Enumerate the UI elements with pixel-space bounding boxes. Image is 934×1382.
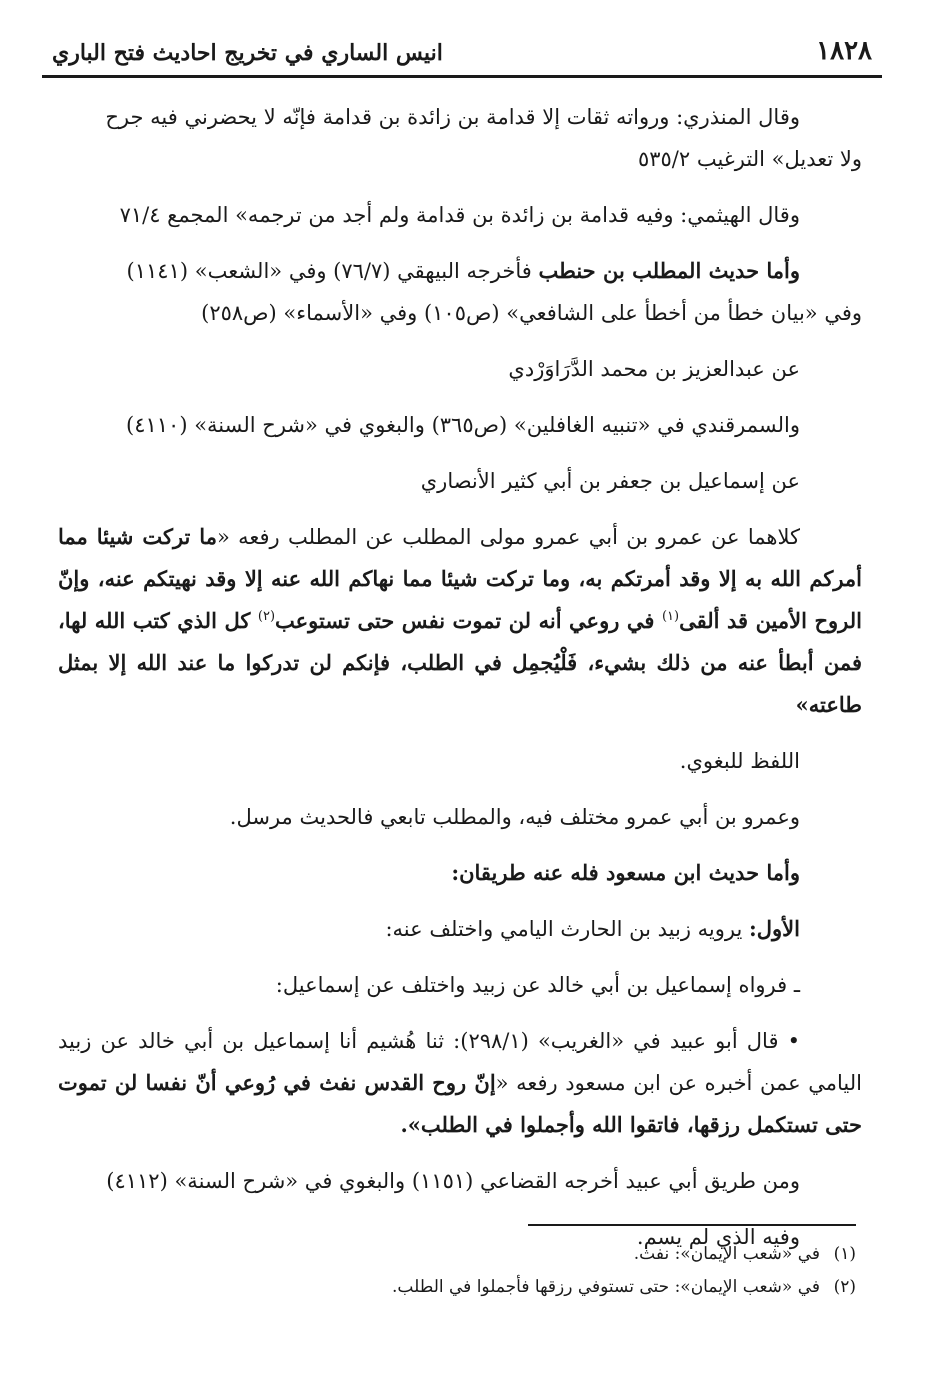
paragraph-haythami — [58, 194, 862, 236]
footnote-2 — [200, 1271, 856, 1304]
paragraph-darawardi — [58, 348, 862, 390]
page-number: ١٨٢٨ — [816, 36, 872, 66]
paragraph-text: وفي «بيان خطأ من أخطأ على الشافعي» (ص١٠٥) وفي «الأسماء» (ص٢٥٨) — [201, 301, 862, 325]
paragraph-lafz — [58, 740, 862, 782]
main-text — [58, 96, 862, 1272]
book-title: انيس الساري في تخريج احاديث فتح الباري — [52, 40, 443, 66]
hadith-text: ما تركت شيئا مما أمركم الله به إلا وقد أمرتكم به، وما تركت شيئا مما نهاكم الله عنه إلا وقد نهيتكم عنه، وإنّ الروح الأمين قد ألقى — [58, 524, 862, 633]
footnote-ref-1[interactable]: (١) — [661, 609, 680, 624]
paragraph-text: عن إسماعيل بن جعفر بن أبي كثير الأنصاري — [420, 469, 800, 493]
paragraph-text: ولا تعديل» الترغيب ٥٣٥/٢ — [637, 147, 862, 171]
paragraph-text: كلاهما عن عمرو بن أبي عمرو مولى المطلب عن المطلب رفعه « — [216, 525, 800, 549]
paragraph-qudai — [58, 1160, 862, 1202]
section-heading: وأما حديث ابن مسعود فله عنه طريقان: — [451, 860, 800, 885]
footnote-number: (١) — [833, 1244, 856, 1264]
paragraph-amr — [58, 796, 862, 838]
paragraph-ismail-route — [58, 964, 862, 1006]
footnotes — [200, 1238, 856, 1304]
paragraph-muttalib — [58, 250, 862, 292]
footnote-1 — [200, 1238, 856, 1271]
paragraph-text: وعمرو بن أبي عمرو مختلف فيه، والمطلب تابعي فالحديث مرسل. — [229, 805, 800, 829]
paragraph-text: اللفظ للبغوي. — [679, 749, 800, 773]
paragraph-first-route — [58, 908, 862, 950]
paragraph-text: والسمرقندي في «تنبيه الغافلين» (ص٣٦٥) والبغوي في «شرح السنة» (٤١١٠) — [126, 413, 800, 437]
paragraph-muttalib-cont — [58, 292, 862, 334]
footnote-text: في «شعب الإيمان»: حتى تستوفي رزقها فأجملوا في الطلب. — [392, 1277, 820, 1297]
paragraph-text: ـ فرواه إسماعيل بن أبي خالد عن زبيد واختلف عن إسماعيل: — [275, 973, 800, 997]
running-header — [42, 30, 882, 80]
paragraph-text: ومن طريق أبي عبيد أخرجه القضاعي (١١٥١) والبغوي في «شرح السنة» (٤١١٢) — [106, 1169, 800, 1193]
paragraph-text: • قال أبو عبيد في «الغريب» (٢٩٨/١): ثنا هُشيم أنا إسماعيل بن أبي خالد عن زبيد اليامي عمن أخبره عن ابن مسعود رفعه « — [58, 1029, 862, 1095]
hadith-text: في روعي أنه لن تموت نفس حتى تستوعب — [275, 608, 662, 633]
paragraph-text: فأخرجه البيهقي (٧٦/٧) وفي «الشعب» (١١٤١) — [126, 259, 539, 283]
paragraph-abu-ubayd — [58, 1020, 862, 1146]
hadith-text: إنّ روح القدس نفث في رُوعي أنّ نفسا لن تموت حتى تستكمل رزقها، فاتقوا الله وأجملوا في الطلب — [58, 1070, 862, 1137]
hadith-close: ». — [400, 1112, 421, 1137]
paragraph-text: وقال الهيثمي: وفيه قدامة بن زائدة بن قدامة ولم أجد من ترجمه» المجمع ٧١/٤ — [119, 203, 800, 227]
hadith-text: كل الذي كتب الله لها، فمن أبطأ عنه من ذلك بشيء، فَلْيُجمِل في الطلب، فإنكم لن تدركوا ما عند الله إلا بمثل طاعته» — [58, 608, 862, 717]
paragraph-hadith-muttalib — [58, 516, 862, 726]
paragraph-ibn-masud — [58, 852, 862, 894]
paragraph-mundhiri — [58, 96, 862, 138]
paragraph-text: عن عبدالعزيز بن محمد الدَّرَاوَرْدي — [508, 357, 800, 381]
paragraph-samarqandi — [58, 404, 862, 446]
paragraph-mundhiri-cont — [58, 138, 862, 180]
section-heading: وأما حديث المطلب بن حنطب — [538, 258, 800, 283]
footnote-separator — [528, 1224, 856, 1226]
paragraph-ismail — [58, 460, 862, 502]
footnote-number: (٢) — [833, 1277, 856, 1297]
paragraph-text: وفيه الذي لم يسم. — [636, 1225, 800, 1249]
header-rule — [42, 75, 882, 78]
subsection-label: الأول: — [749, 916, 800, 941]
paragraph-text: وقال المنذري: ورواته ثقات إلا قدامة بن زائدة بن قدامة فإنّه لا يحضرني فيه جرح — [105, 105, 800, 129]
footnote-text: في «شعب الإيمان»: نفث. — [633, 1244, 820, 1264]
paragraph-text: يرويه زبيد بن الحارث اليامي واختلف عنه: — [385, 917, 750, 941]
footnote-ref-2[interactable]: (٢) — [257, 609, 276, 624]
